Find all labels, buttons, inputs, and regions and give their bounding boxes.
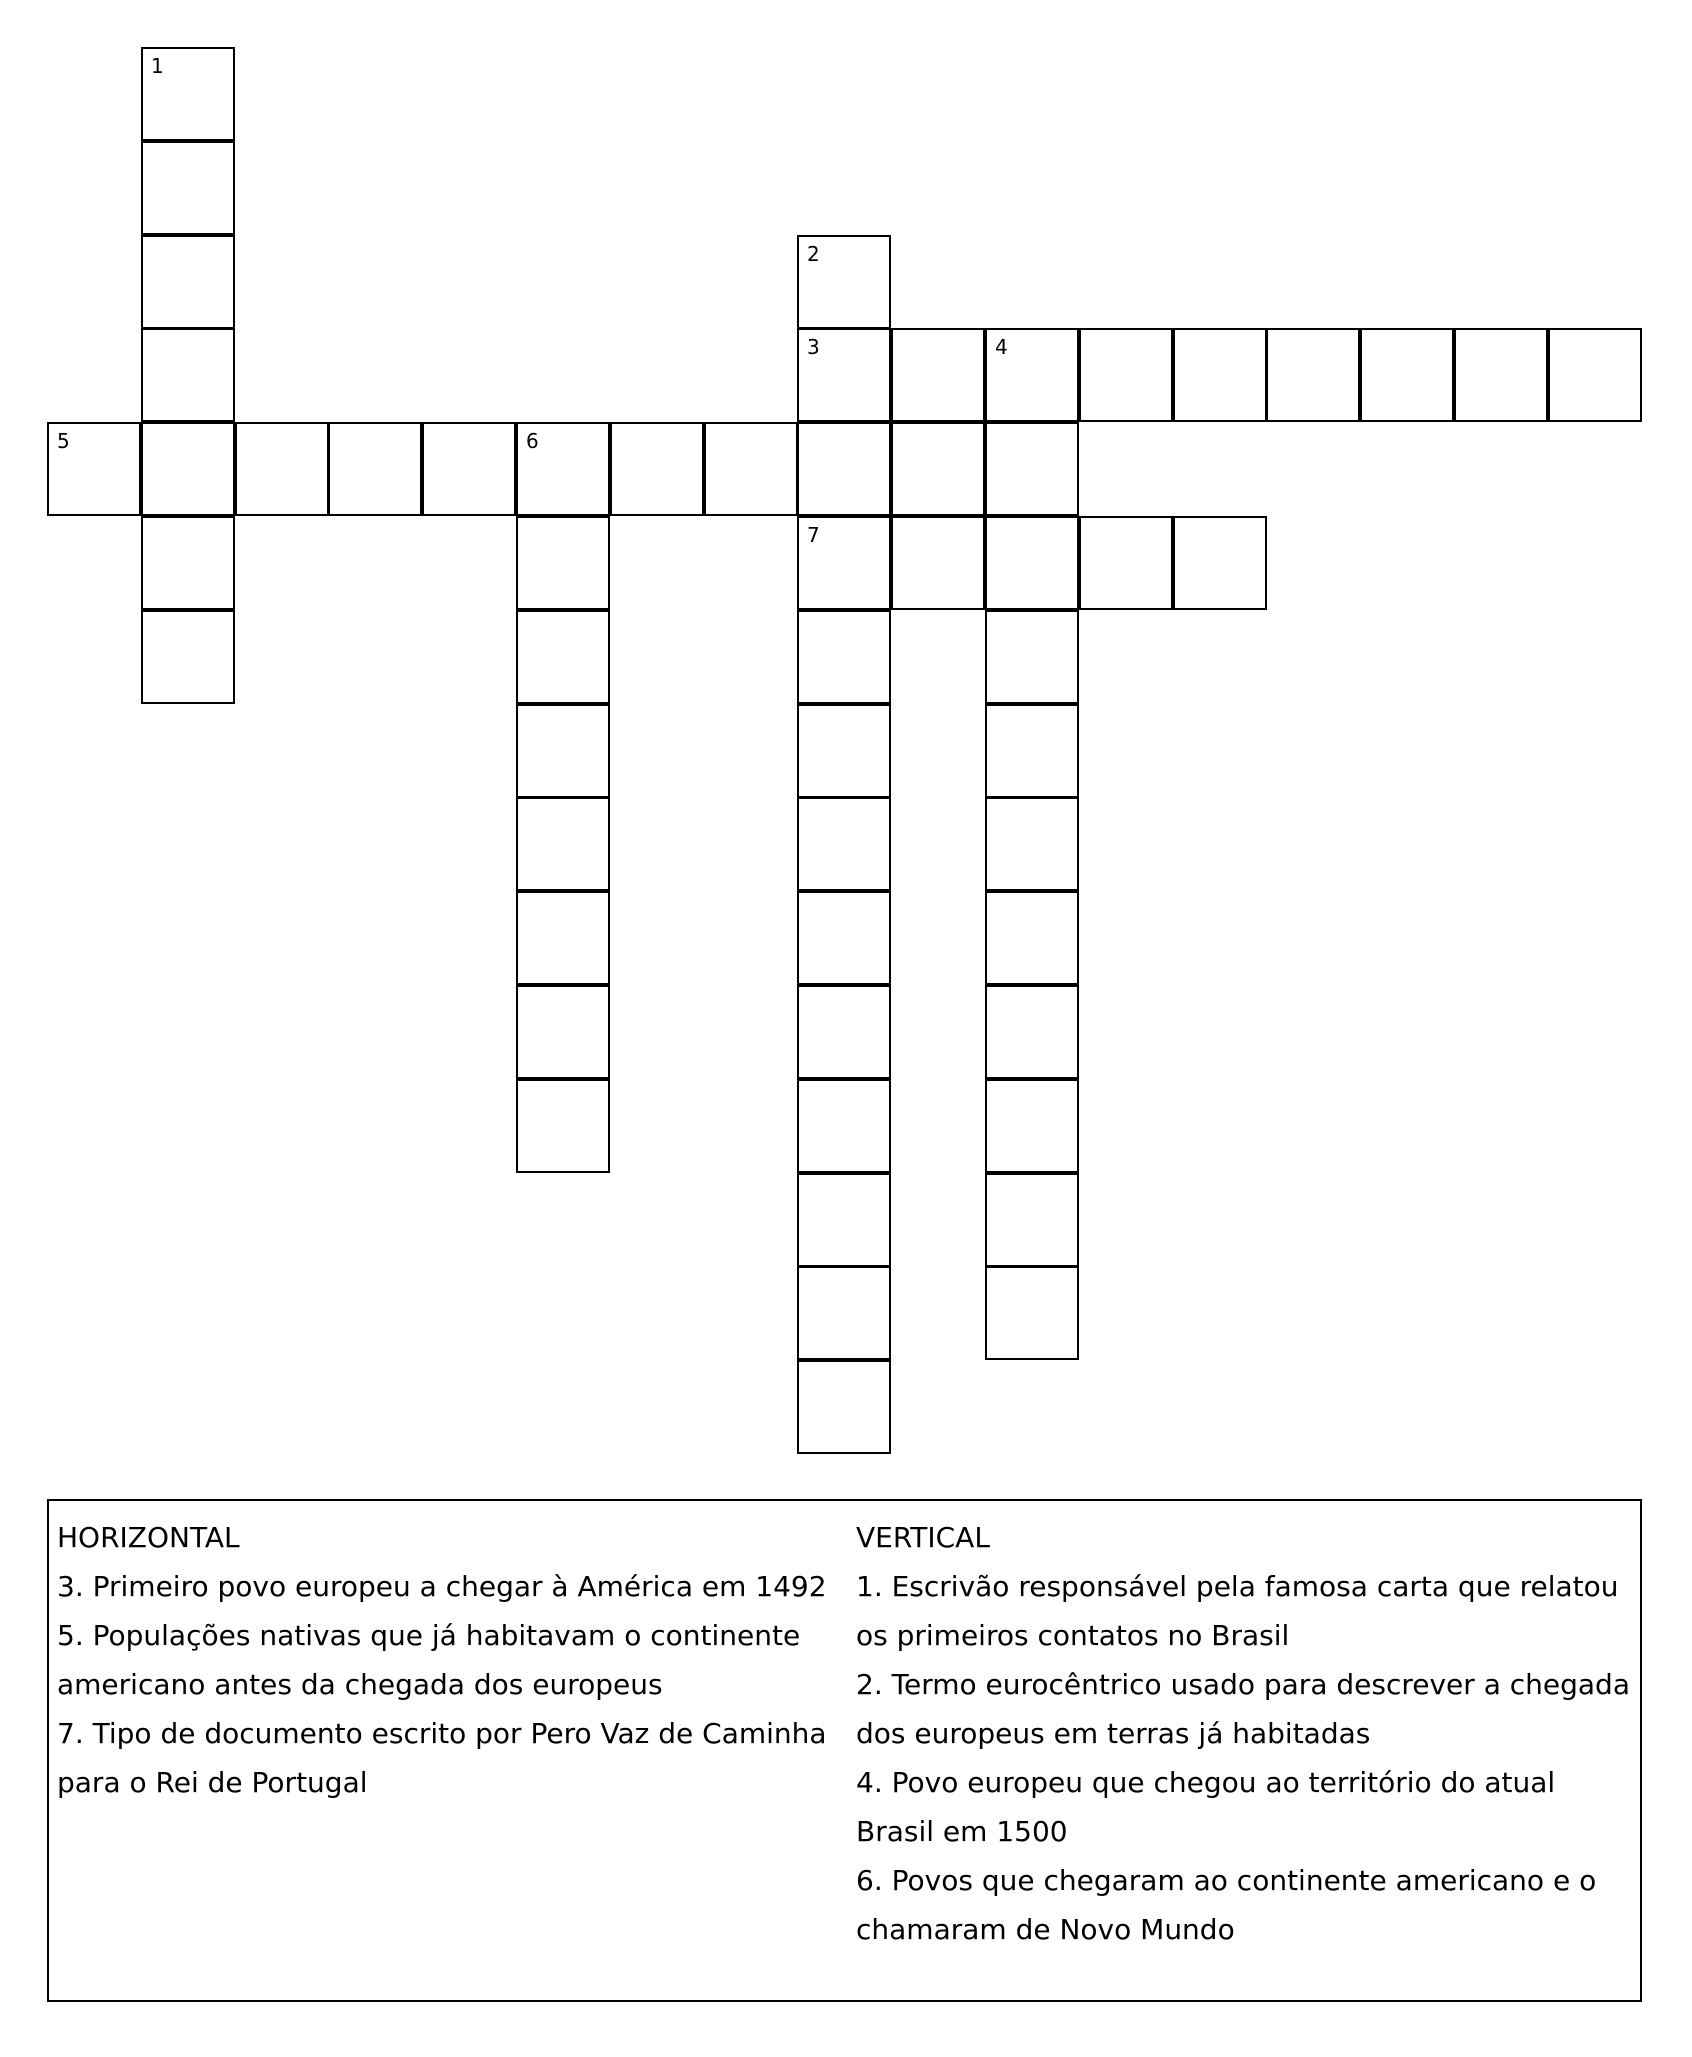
- crossword-cell-5-start[interactable]: [47, 422, 141, 516]
- crossword-cell[interactable]: [797, 1173, 891, 1267]
- crossword-cell[interactable]: [422, 422, 516, 516]
- clue-horizontal-5: 5. Populações nativas que já habitavam o continente americano antes da chegada dos europeus: [57, 1619, 801, 1701]
- crossword-cell[interactable]: [516, 610, 610, 704]
- crossword-cell[interactable]: [985, 1079, 1079, 1173]
- crossword-cell[interactable]: [141, 422, 235, 516]
- clue-vertical-1: 1. Escrivão responsável pela famosa carta que relatou os primeiros contatos no Brasil: [856, 1570, 1619, 1652]
- crossword-cell-7-start[interactable]: [797, 516, 891, 610]
- crossword-cell[interactable]: [1079, 328, 1173, 422]
- crossword-cell[interactable]: [1548, 328, 1642, 422]
- clue-number: 6: [526, 429, 539, 453]
- vertical-clues: [856, 1513, 1636, 1954]
- crossword-cell[interactable]: [797, 797, 891, 891]
- crossword-cell-6-start[interactable]: [516, 422, 610, 516]
- crossword-cell[interactable]: [704, 422, 798, 516]
- crossword-cell[interactable]: [610, 422, 704, 516]
- crossword-cell[interactable]: [985, 610, 1079, 704]
- clue-number: 7: [807, 523, 820, 547]
- clue-number: 5: [57, 429, 70, 453]
- crossword-cell[interactable]: [141, 141, 235, 235]
- crossword-cell[interactable]: [985, 1173, 1079, 1267]
- crossword-cell[interactable]: [985, 422, 1079, 516]
- crossword-cell[interactable]: [985, 704, 1079, 798]
- clue-vertical-2: 2. Termo eurocêntrico usado para descrever a chegada dos europeus em terras já habitadas: [856, 1668, 1630, 1750]
- crossword-cell[interactable]: [516, 704, 610, 798]
- clue-horizontal-7: 7. Tipo de documento escrito por Pero Vaz de Caminha para o Rei de Portugal: [57, 1717, 827, 1799]
- crossword-cell[interactable]: [797, 704, 891, 798]
- crossword-cell[interactable]: [516, 985, 610, 1079]
- crossword-cell[interactable]: [985, 516, 1079, 610]
- crossword-cell[interactable]: [1173, 328, 1267, 422]
- crossword-cell[interactable]: [797, 1079, 891, 1173]
- crossword-cell[interactable]: [891, 516, 985, 610]
- crossword-cell[interactable]: [985, 891, 1079, 985]
- crossword-cell[interactable]: [797, 422, 891, 516]
- horizontal-clues: [57, 1513, 842, 1807]
- vertical-heading: VERTICAL: [856, 1521, 990, 1554]
- clue-number: 1: [151, 54, 164, 78]
- crossword-cell-3-start[interactable]: [797, 328, 891, 422]
- clue-number: 3: [807, 335, 820, 359]
- clue-horizontal-3: 3. Primeiro povo europeu a chegar à América em 1492: [57, 1570, 827, 1603]
- crossword-cell[interactable]: [797, 891, 891, 985]
- crossword-cell[interactable]: [891, 328, 985, 422]
- crossword-cell[interactable]: [516, 797, 610, 891]
- crossword-cell[interactable]: [516, 516, 610, 610]
- crossword-cell[interactable]: [141, 235, 235, 329]
- crossword-cell[interactable]: [797, 610, 891, 704]
- crossword-cell-1-start[interactable]: [141, 47, 235, 141]
- crossword-cell[interactable]: [1266, 328, 1360, 422]
- crossword-cell[interactable]: [235, 422, 329, 516]
- clue-number: 4: [995, 335, 1008, 359]
- crossword-cell[interactable]: [797, 1360, 891, 1454]
- crossword-cell[interactable]: [985, 797, 1079, 891]
- horizontal-heading: HORIZONTAL: [57, 1521, 240, 1554]
- crossword-cell[interactable]: [328, 422, 422, 516]
- crossword-cell[interactable]: [797, 985, 891, 1079]
- crossword-cell[interactable]: [1079, 516, 1173, 610]
- crossword-cell-4-start[interactable]: [985, 328, 1079, 422]
- crossword-cell[interactable]: [141, 516, 235, 610]
- clue-number: 2: [807, 242, 820, 266]
- crossword-cell[interactable]: [516, 1079, 610, 1173]
- crossword-cell[interactable]: [1173, 516, 1267, 610]
- clues-box: [47, 1499, 1642, 2002]
- crossword-cell[interactable]: [797, 1266, 891, 1360]
- crossword-cell[interactable]: [891, 422, 985, 516]
- crossword-cell-2-start[interactable]: [797, 235, 891, 329]
- crossword-cell[interactable]: [141, 610, 235, 704]
- crossword-cell[interactable]: [516, 891, 610, 985]
- crossword-cell[interactable]: [1454, 328, 1548, 422]
- crossword-cell[interactable]: [141, 328, 235, 422]
- crossword-cell[interactable]: [985, 985, 1079, 1079]
- clue-vertical-6: 6. Povos que chegaram ao continente americano e o chamaram de Novo Mundo: [856, 1864, 1597, 1946]
- crossword-cell[interactable]: [1360, 328, 1454, 422]
- clue-vertical-4: 4. Povo europeu que chegou ao território do atual Brasil em 1500: [856, 1766, 1556, 1848]
- crossword-cell[interactable]: [985, 1266, 1079, 1360]
